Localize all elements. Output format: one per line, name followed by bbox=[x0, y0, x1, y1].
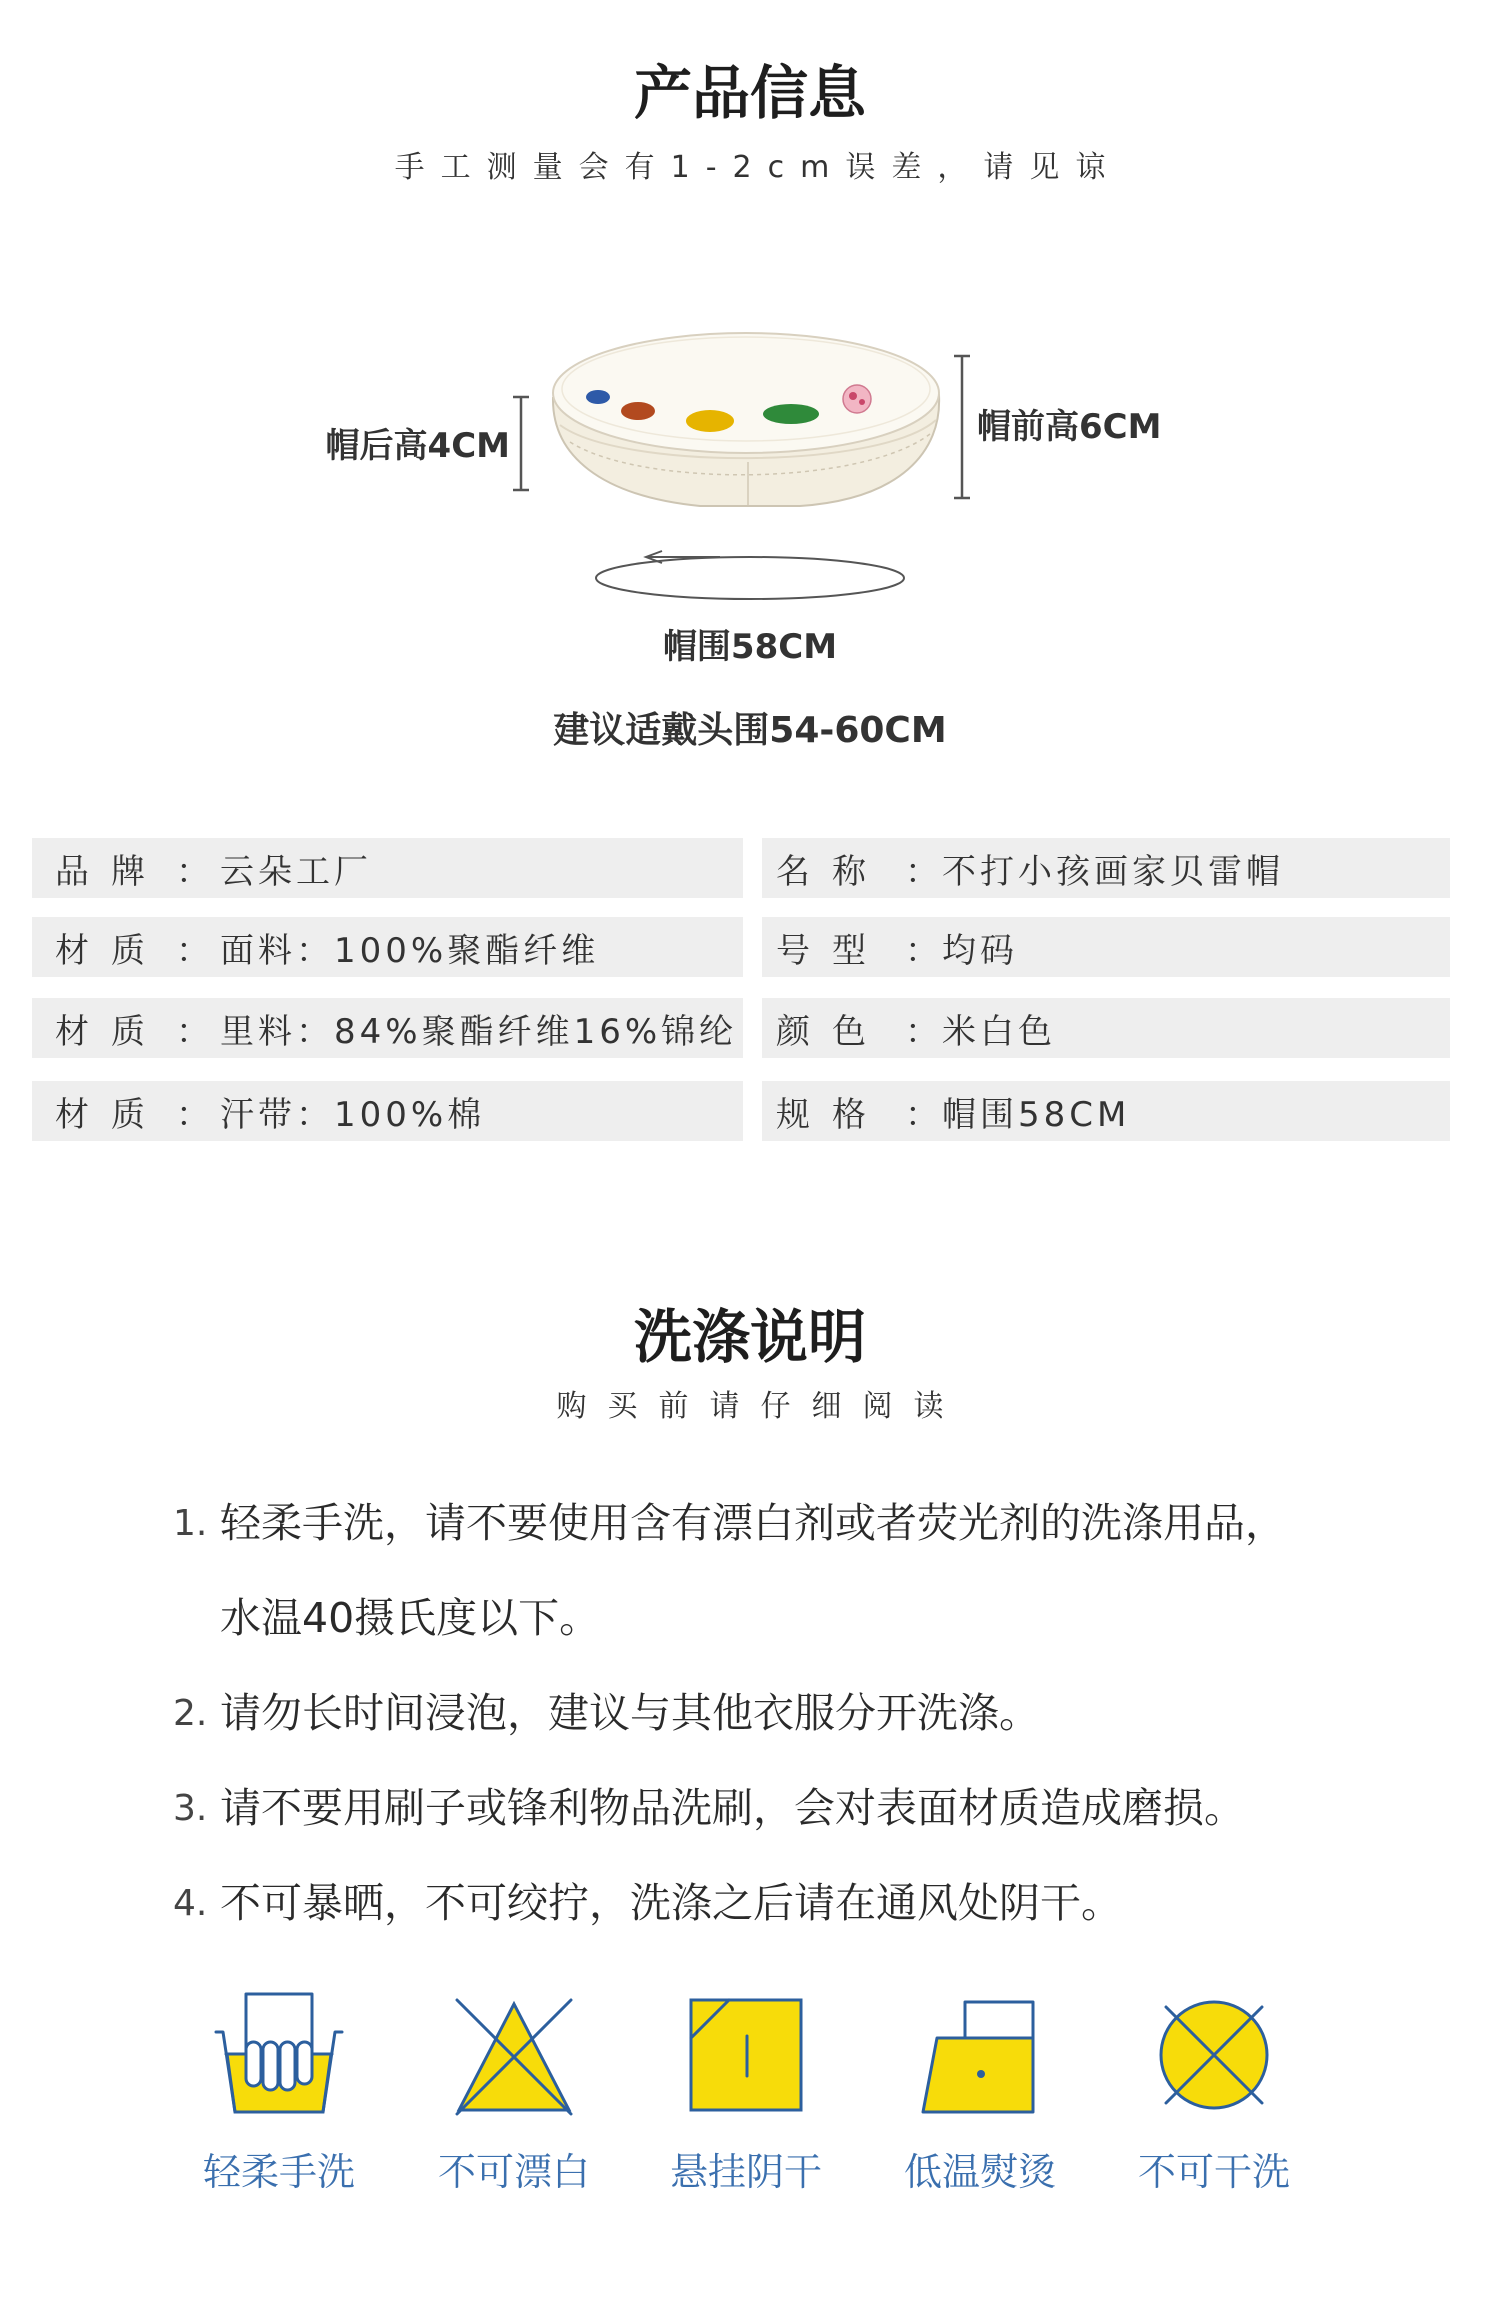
front-height-label: 帽前高6CM bbox=[977, 407, 1162, 447]
care-label: 低温熨烫 bbox=[903, 2150, 1056, 2194]
list-item-number: 1. bbox=[173, 1503, 208, 1544]
care-item-no-bleach bbox=[404, 1990, 624, 2194]
wash-instructions-list bbox=[173, 1476, 1286, 1951]
line-dry-shade-icon bbox=[681, 1990, 811, 2120]
product-info-subtitle: 手工测量会有1-2cm误差，请见谅 bbox=[394, 150, 1122, 185]
wash-guide-title: 洗涤说明 bbox=[633, 1303, 866, 1371]
green-paint-dot bbox=[763, 404, 819, 424]
spec-label: 材质 bbox=[55, 1094, 167, 1135]
spec-separator: ： bbox=[905, 930, 939, 971]
spec-separator: ： bbox=[905, 851, 939, 892]
care-label: 不可漂白 bbox=[437, 2150, 590, 2194]
spec-label: 号型 bbox=[776, 930, 888, 971]
care-label: 悬挂阴干 bbox=[669, 2150, 822, 2194]
spec-separator: ： bbox=[176, 930, 210, 971]
brown-paint-dot bbox=[621, 402, 655, 420]
spec-cell-name bbox=[762, 838, 1450, 898]
spec-label: 品牌 bbox=[55, 851, 167, 892]
spec-value: 米白色 bbox=[942, 1011, 1056, 1052]
spec-cell-material-sweatband bbox=[32, 1081, 743, 1141]
hand-wash-icon bbox=[214, 1990, 344, 2120]
care-item-line-dry-shade bbox=[636, 1990, 856, 2194]
list-item bbox=[173, 1666, 1286, 1761]
spec-separator: ： bbox=[905, 1011, 939, 1052]
spec-separator: ： bbox=[905, 1094, 939, 1135]
spec-value: 均码 bbox=[942, 930, 1018, 971]
low-temp-iron-icon bbox=[915, 1990, 1045, 2120]
beret-crown bbox=[553, 333, 939, 453]
spec-value: 不打小孩画家贝雷帽 bbox=[942, 851, 1284, 892]
care-label: 不可干洗 bbox=[1137, 2150, 1290, 2194]
care-item-no-dry-clean bbox=[1104, 1990, 1324, 2194]
list-item bbox=[173, 1761, 1286, 1856]
list-item bbox=[173, 1476, 1286, 1666]
yellow-paint-dot bbox=[686, 410, 734, 432]
wash-guide-subtitle: 购买前请仔细阅读 bbox=[556, 1389, 965, 1424]
spec-label: 规格 bbox=[776, 1094, 888, 1135]
spec-separator: ： bbox=[176, 1011, 210, 1052]
list-item-text: 轻柔手洗，请不要使用含有漂白剂或者荧光剂的洗涤用品， bbox=[220, 1499, 1286, 1547]
spec-value: 云朵工厂 bbox=[220, 851, 372, 892]
flower-patch-icon bbox=[843, 385, 871, 413]
spec-separator: ： bbox=[176, 851, 210, 892]
product-info-title: 产品信息 bbox=[633, 59, 866, 127]
care-item-hand-wash bbox=[169, 1990, 389, 2194]
list-item-number: 3. bbox=[173, 1788, 208, 1829]
spec-cell-material-shell bbox=[32, 917, 743, 977]
spec-cell-brand bbox=[32, 838, 743, 898]
circumference-arrow-icon bbox=[596, 551, 904, 599]
spec-value: 汗带：100%棉 bbox=[220, 1094, 486, 1135]
spec-label: 材质 bbox=[55, 1011, 167, 1052]
spec-label: 名称 bbox=[776, 851, 888, 892]
care-item-low-temp-iron bbox=[870, 1990, 1090, 2194]
circumference-label: 帽围58CM bbox=[662, 627, 838, 667]
care-label: 轻柔手洗 bbox=[202, 2150, 355, 2194]
back-height-label: 帽后高4CM bbox=[325, 426, 510, 466]
head-size-recommendation: 建议适戴头围54-60CM bbox=[553, 710, 947, 751]
beret-illustration bbox=[553, 333, 939, 506]
spec-cell-spec bbox=[762, 1081, 1450, 1141]
list-item-text: 水温40摄氏度以下。 bbox=[220, 1594, 601, 1642]
no-dry-clean-icon bbox=[1149, 1990, 1279, 2120]
spec-separator: ： bbox=[176, 1094, 210, 1135]
list-item bbox=[173, 1856, 1286, 1951]
hat-diagram bbox=[0, 0, 1500, 700]
spec-cell-material-lining bbox=[32, 998, 743, 1058]
blue-paint-dot bbox=[586, 390, 610, 404]
spec-value: 里料：84%聚酯纤维16%锦纶 bbox=[220, 1011, 738, 1052]
list-item-number: 2. bbox=[173, 1693, 208, 1734]
front-height-bracket bbox=[954, 356, 970, 498]
spec-value: 面料：100%聚酯纤维 bbox=[220, 930, 600, 971]
back-height-bracket bbox=[513, 397, 529, 490]
list-item-text: 请勿长时间浸泡，建议与其他衣服分开洗涤。 bbox=[220, 1689, 1040, 1737]
spec-cell-size bbox=[762, 917, 1450, 977]
spec-label: 颜色 bbox=[776, 1011, 888, 1052]
no-bleach-icon bbox=[449, 1990, 579, 2120]
list-item-number: 4. bbox=[173, 1883, 208, 1924]
list-item-text: 不可暴晒，不可绞拧，洗涤之后请在通风处阴干。 bbox=[220, 1879, 1122, 1927]
list-item-text: 请不要用刷子或锋利物品洗刷，会对表面材质造成磨损。 bbox=[220, 1784, 1245, 1832]
spec-value: 帽围58CM bbox=[942, 1094, 1131, 1135]
spec-cell-color bbox=[762, 998, 1450, 1058]
spec-label: 材质 bbox=[55, 930, 167, 971]
